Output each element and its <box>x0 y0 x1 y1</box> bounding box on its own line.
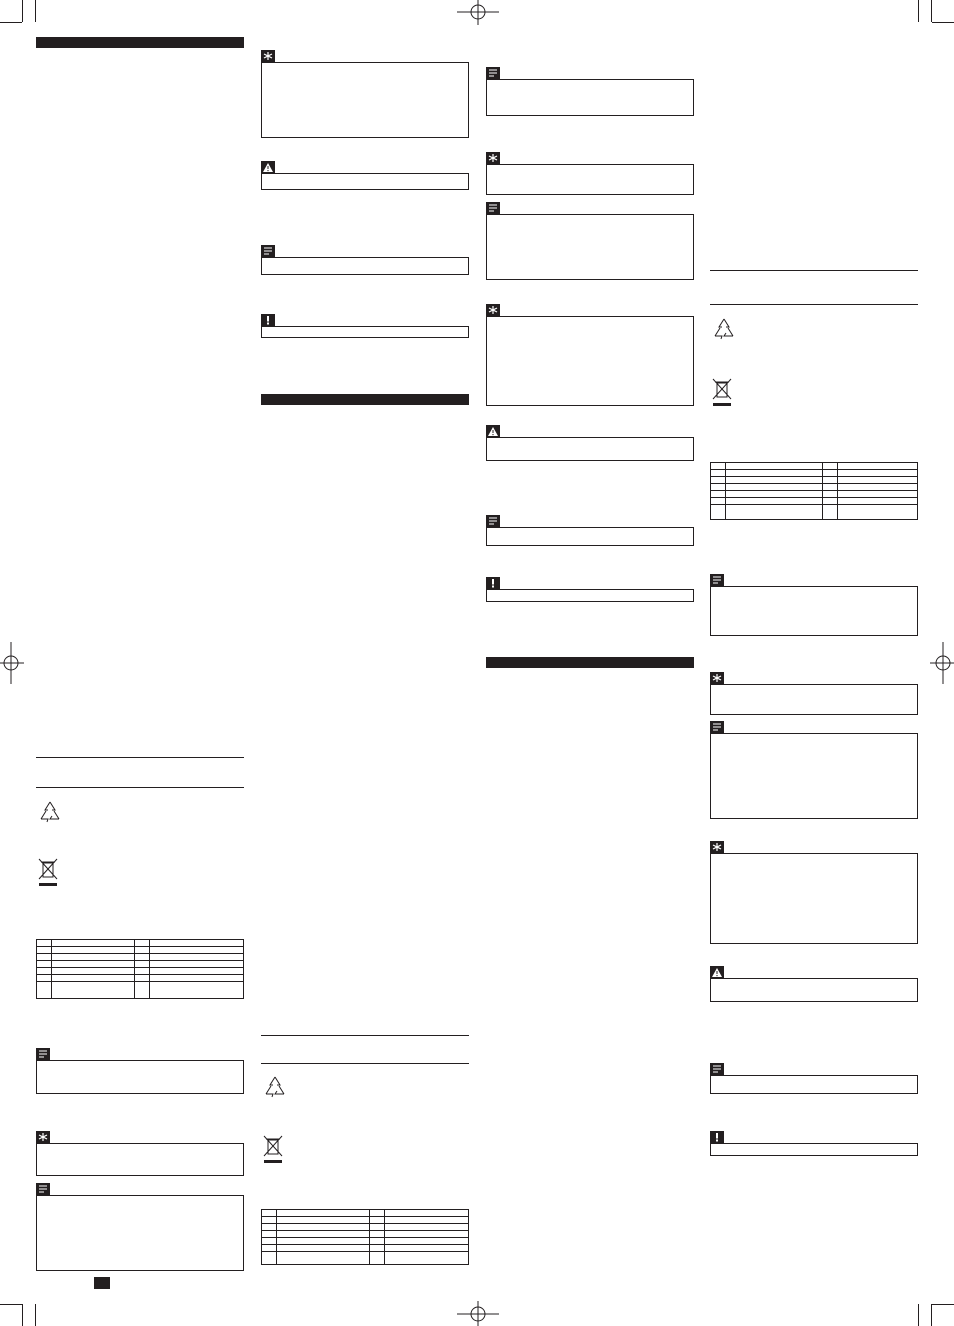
crop-mark-tr-v <box>931 0 932 22</box>
registration-mark-right <box>928 640 954 686</box>
crop-mark-br-h <box>932 1304 954 1305</box>
page-number-badge <box>94 1277 110 1289</box>
recycle-icon <box>711 316 737 342</box>
section-header-bar <box>36 37 244 48</box>
caution-box <box>710 1143 918 1156</box>
crossed-bin-icon <box>712 378 732 408</box>
exclamation-caution-icon <box>486 577 500 589</box>
note-box <box>710 586 918 636</box>
crop-mark-tr2-v <box>918 0 919 22</box>
exclamation-caution-icon <box>261 314 275 326</box>
crop-mark-bl2-v <box>35 1304 36 1326</box>
warning-triangle-icon <box>486 425 500 437</box>
section-header-bar <box>261 394 469 405</box>
note-box <box>710 733 918 819</box>
note-box <box>486 527 694 546</box>
warning-box <box>261 173 469 190</box>
asterisk-tip-icon <box>710 841 724 853</box>
tip-box <box>710 684 918 715</box>
crop-mark-tl-h <box>0 22 22 23</box>
recycle-icon <box>37 799 63 825</box>
note-lines-icon <box>710 1063 724 1075</box>
crossed-bin-icon <box>38 858 58 888</box>
note-box <box>36 1060 244 1094</box>
caution-box <box>261 326 469 338</box>
section-rule <box>36 757 244 758</box>
note-lines-icon <box>486 515 500 527</box>
section-rule <box>36 787 244 788</box>
registration-mark-bottom <box>455 1300 501 1326</box>
tip-box <box>710 853 918 944</box>
exclamation-caution-icon <box>710 1131 724 1143</box>
section-rule <box>710 270 918 271</box>
tip-box <box>261 62 469 138</box>
tip-box <box>486 164 694 195</box>
asterisk-tip-icon <box>261 50 275 62</box>
crop-mark-bl-h <box>0 1304 22 1305</box>
note-lines-icon <box>36 1048 50 1060</box>
warning-triangle-icon <box>710 966 724 978</box>
asterisk-tip-icon <box>486 152 500 164</box>
registration-mark-left <box>0 640 26 686</box>
crop-mark-tr-h <box>932 22 954 23</box>
note-box <box>36 1195 244 1271</box>
note-box <box>261 257 469 275</box>
note-lines-icon <box>486 202 500 214</box>
section-rule <box>261 1035 469 1036</box>
section-header-bar <box>486 657 694 668</box>
spec-table <box>36 939 244 999</box>
asterisk-tip-icon <box>710 672 724 684</box>
caution-box <box>486 589 694 602</box>
crop-mark-tl2-v <box>35 0 36 22</box>
crossed-bin-icon <box>263 1135 283 1165</box>
asterisk-tip-icon <box>36 1131 50 1143</box>
note-lines-icon <box>710 574 724 586</box>
spec-table <box>261 1209 469 1265</box>
note-lines-icon <box>36 1183 50 1195</box>
section-rule <box>261 1063 469 1064</box>
spec-table <box>710 462 918 520</box>
tip-box <box>36 1143 244 1176</box>
note-box <box>710 1075 918 1094</box>
recycle-icon <box>262 1074 288 1100</box>
note-box <box>486 79 694 116</box>
warning-box <box>710 978 918 1002</box>
warning-triangle-icon <box>261 161 275 173</box>
tip-box <box>486 316 694 406</box>
note-lines-icon <box>710 721 724 733</box>
crop-mark-tl-v <box>22 0 23 22</box>
warning-box <box>486 437 694 461</box>
note-lines-icon <box>486 67 500 79</box>
note-box <box>486 214 694 280</box>
section-rule <box>710 304 918 305</box>
crop-mark-bl-v <box>22 1304 23 1326</box>
crop-mark-br2-v <box>918 1304 919 1326</box>
registration-mark-top <box>455 0 501 26</box>
crop-mark-br-v <box>931 1304 932 1326</box>
note-lines-icon <box>261 245 275 257</box>
asterisk-tip-icon <box>486 304 500 316</box>
